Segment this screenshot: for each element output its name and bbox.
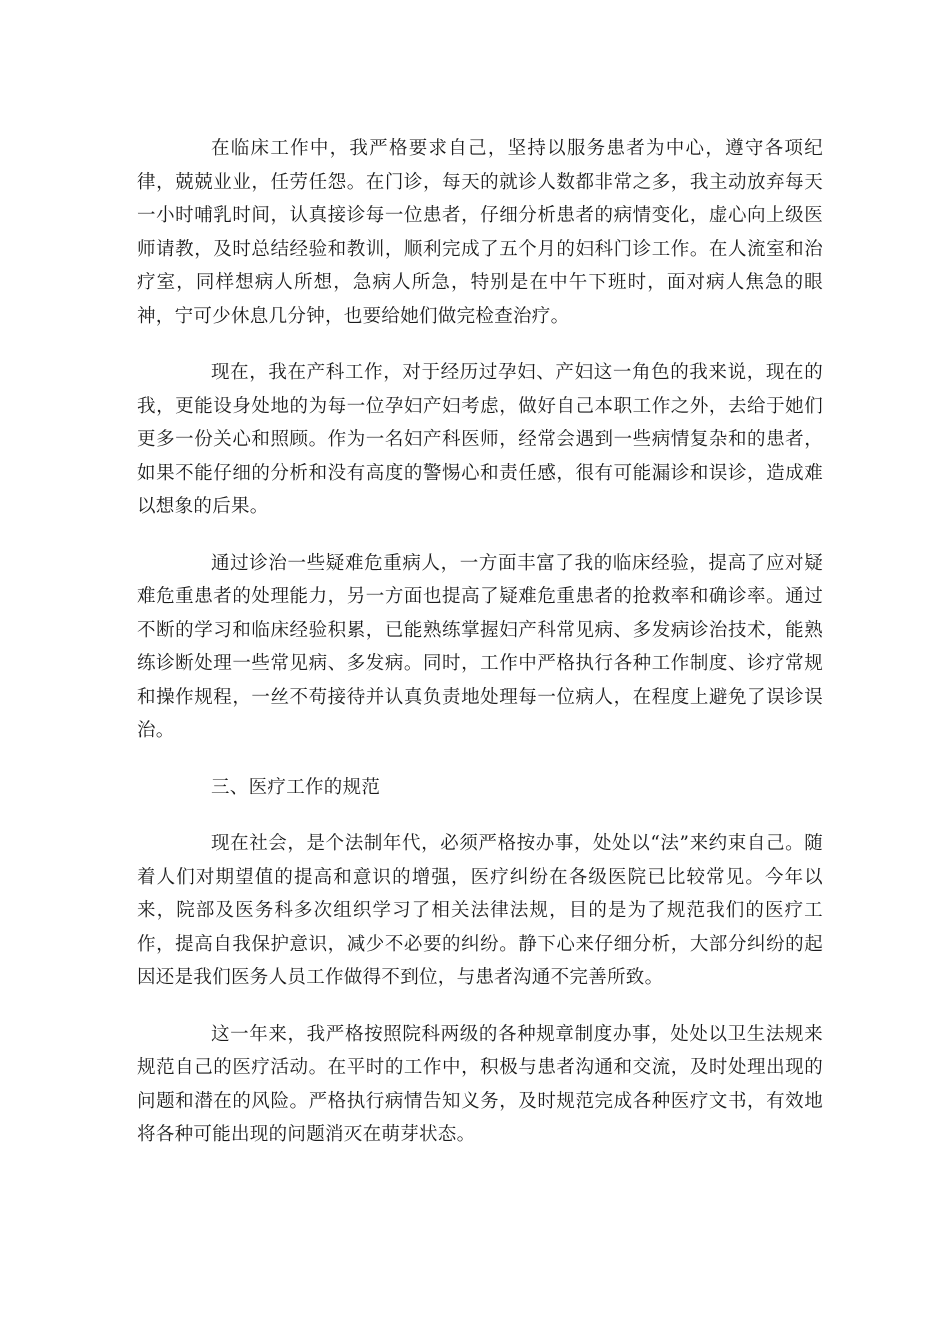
paragraph-clinical-work: 在临床工作中，我严格要求自己，坚持以服务患者为中心，遵守各项纪律，兢兢业业，任劳任怨。在门诊，每天的就诊人数都非常之多，我主动放弃每天一小时哺乳时间，认真接诊每一位患者，仔细分析患者的病情变化，虚心向上级医师请教，及时总结经验和教训，顺利完成了五个月的妇科门诊工作。在人流室和治疗室，同样想病人所想，急病人所急，特别是在中午下班时，面对病人焦急的眼神，宁可少休息几分钟，也要给她们做完检查治疗。 (137, 138, 823, 327)
paragraph-difficult-cases: 通过诊治一些疑难危重病人，一方面丰富了我的临床经验，提高了应对疑难危重患者的处理能力，另一方面也提高了疑难危重患者的抢救率和确诊率。通过不断的学习和临床经验积累，已能熟练掌握妇产科常见病、多发病诊治技术，能熟练诊断处理一些常见病、多发病。同时，工作中严格执行各种工作制度、诊疗常规和操作规程，一丝不苟接待并认真负责地处理每一位病人，在程度上避免了误诊误治。 (137, 552, 823, 741)
document-page (137, 132, 823, 1175)
paragraph-regulations: 这一年来，我严格按照院科两级的各种规章制度办事，处处以卫生法规来规范自己的医疗活动。在平时的工作中，积极与患者沟通和交流，及时处理出现的问题和潜在的风险。严格执行病情告知义务，及时规范完成各种医疗文书，有效地将各种可能出现的问题消灭在萌芽状态。 (137, 1023, 823, 1145)
paragraph-obstetrics-work: 现在，我在产科工作，对于经历过孕妇、产妇这一角色的我来说，现在的我，更能设身处地的为每一位孕妇产妇考虑，做好自己本职工作之外，去给于她们更多一份关心和照顾。作为一名妇产科医师，经常会遇到一些病情复杂和的患者，如果不能仔细的分析和没有高度的警惕心和责任感，很有可能漏诊和误诊，造成难以想象的后果。 (137, 362, 823, 517)
paragraph-legal-era: 现在社会，是个法制年代，必须严格按办事，处处以“法”来约束自己。随着人们对期望值的提高和意识的增强，医疗纠纷在各级医院已比较常见。今年以来，院部及医务科多次组织学习了相关法律法规，目的是为了规范我们的医疗工作，提高自我保护意识，减少不必要的纠纷。静下心来仔细分析，大部分纠纷的起因还是我们医务人员工作做得不到位，与患者沟通不完善所致。 (137, 833, 823, 988)
section-heading: 三、医疗工作的规范 (211, 776, 381, 798)
